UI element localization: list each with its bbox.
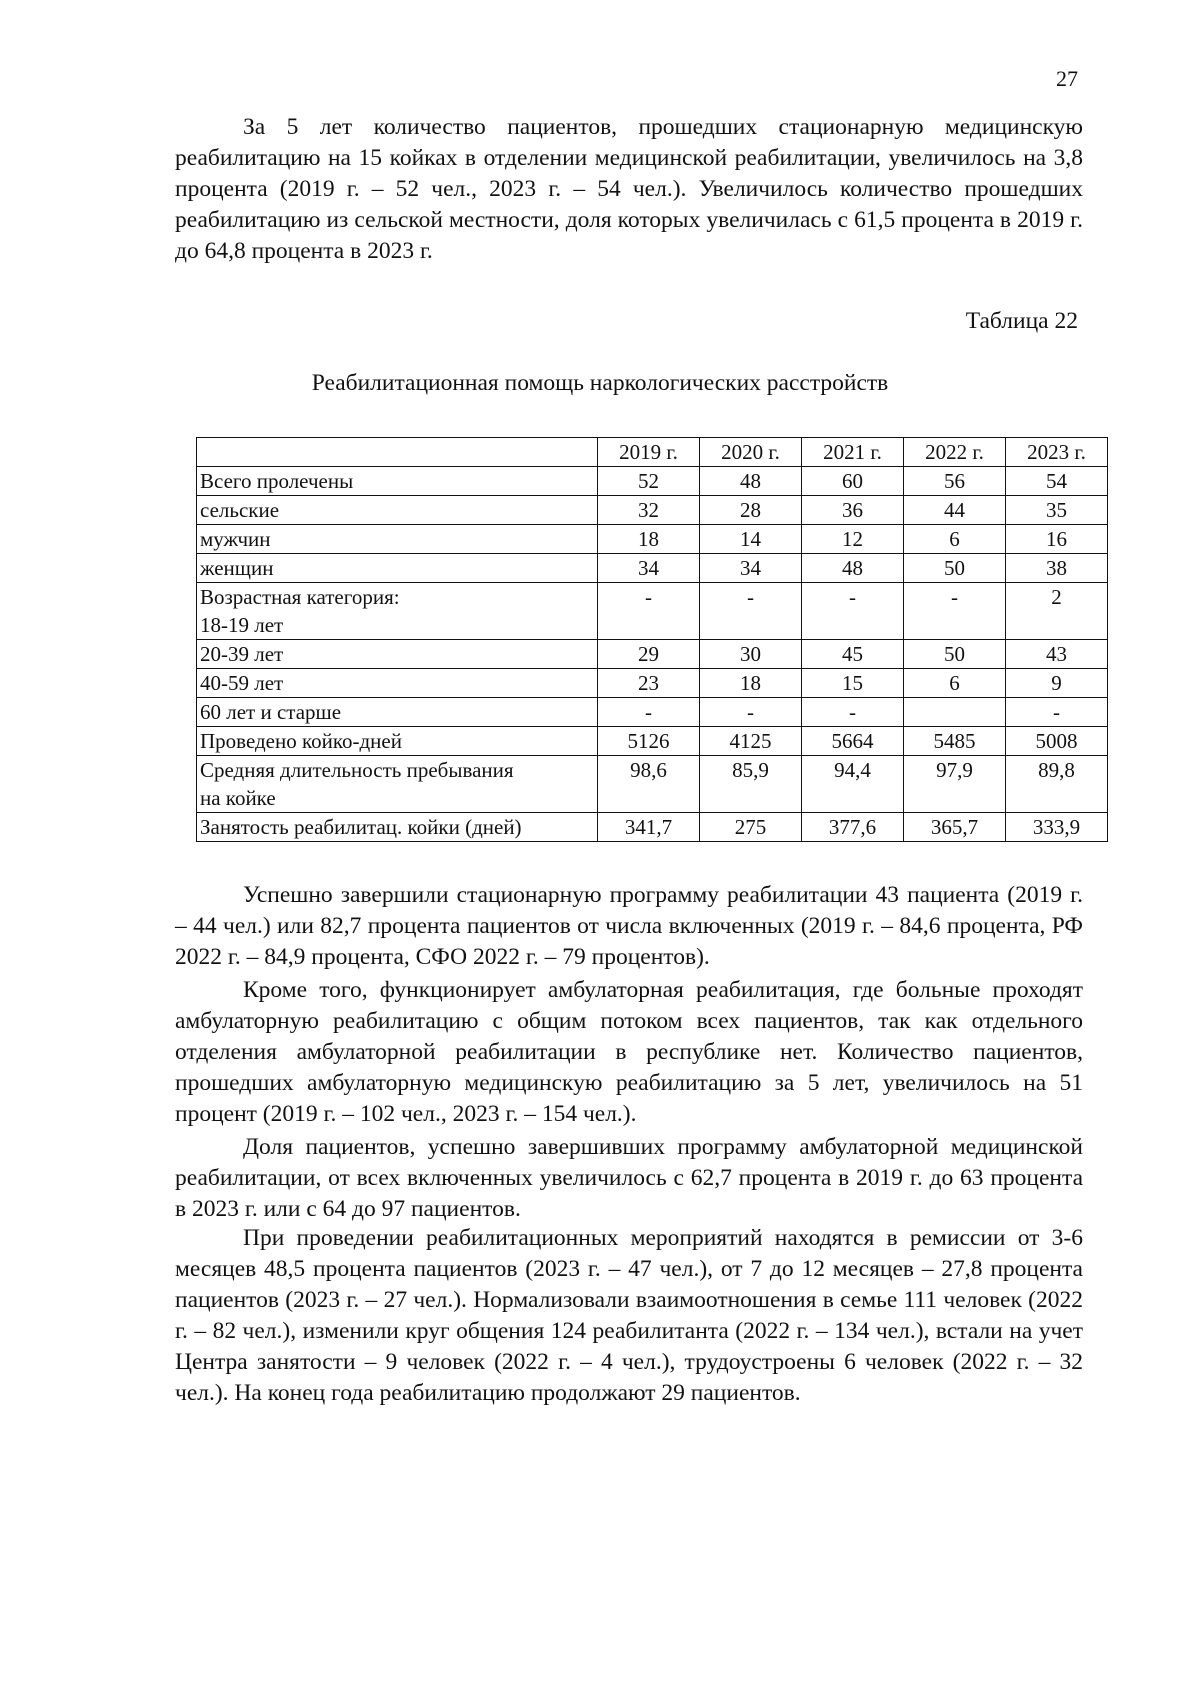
table-cell: 43 (1006, 640, 1108, 669)
table-cell: 377,6 (802, 813, 904, 842)
table-header-row (197, 438, 1108, 467)
table-row (197, 640, 1108, 669)
table-cell: 23 (598, 669, 700, 698)
paragraph-program-completion: Успешно завершили стационарную программу реабилитации 43 пациента (2019 г. – 44 чел.) или 82,7 процента пациентов от числа включенных (2019 г. – 84,6 процента, РФ 2022 г. – 84,9 процента, СФО 2022 г. – 79 процентов). (175, 882, 1083, 970)
table-cell: 48 (700, 467, 802, 496)
table-cell: 35 (1006, 496, 1108, 525)
paragraph-inpatient-rehab: За 5 лет количество пациентов, прошедших стационарную медицинскую реабилитацию на 15 койках в отделении медицинской реабилитации, увеличилось на 3,8 процента (2019 г. – 52 чел., 2023 г. – 54 чел.). Увеличилось количество прошедших реабилитацию из сельской местности, доля которых увеличилась с 61,5 процента в 2019 г. до 64,8 процента в 2023 г. (175, 114, 1083, 264)
table-cell: 4125 (700, 727, 802, 756)
table-cell: - (802, 698, 904, 727)
table-cell: 275 (700, 813, 802, 842)
table-cell: 48 (802, 554, 904, 583)
table-cell: - (802, 583, 904, 640)
table-cell: 44 (904, 496, 1006, 525)
table-cell: 6 (904, 669, 1006, 698)
row-label: Средняя длительность пребывания на койке (197, 756, 598, 813)
table-cell: 32 (598, 496, 700, 525)
table-cell: 52 (598, 467, 700, 496)
table-header-cell (197, 438, 598, 467)
table-cell: 29 (598, 640, 700, 669)
table-cell: 28 (700, 496, 802, 525)
table-cell: - (700, 583, 802, 640)
table-row (197, 554, 1108, 583)
row-label: 20-39 лет (197, 640, 598, 669)
table-cell: 38 (1006, 554, 1108, 583)
table-cell: 98,6 (598, 756, 700, 813)
table-cell: 6 (904, 525, 1006, 554)
table-cell: 16 (1006, 525, 1108, 554)
table-cell: 54 (1006, 467, 1108, 496)
table-cell: 36 (802, 496, 904, 525)
row-label: Занятость реабилитац. койки (дней) (197, 813, 598, 842)
table-cell: 18 (598, 525, 700, 554)
paragraph-outpatient-rehab: Кроме того, функционирует амбулаторная реабилитация, где больные проходят амбулаторную реабилитацию с общим потоком всех пациентов, так как отдельного отделения амбулаторной реабилитации в республике нет. Количество пациентов, прошедших амбулаторную медицинскую реабилитацию за 5 лет, увеличилось на 51 процент (2019 г. – 102 чел., 2023 г. – 154 чел.). (175, 977, 1083, 1127)
paragraph-remission: При проведении реабилитационных мероприятий находятся в ремиссии от 3-6 месяцев 48,5 процента пациентов (2023 г. – 47 чел.), от 7 до 12 месяцев – 27,8 процента пациентов (2023 г. – 27 чел.). Нормализовали взаимоотношения в семье 111 человек (2022 г. – 82 чел.), изменили круг общения 124 реабилитанта (2022 г. – 134 чел.), встали на учет Центра занятости – 9 человек (2022 г. – 4 чел.), трудоустроены 6 человек (2022 г. – 32 чел.). На конец года реабилитацию продолжают 29 пациентов. (175, 1225, 1083, 1406)
table-header-cell: 2019 г. (598, 438, 700, 467)
table-header-cell: 2022 г. (904, 438, 1006, 467)
table-row (197, 583, 1108, 640)
table-cell: 18 (700, 669, 802, 698)
table-header-cell: 2020 г. (700, 438, 802, 467)
row-label: женщин (197, 554, 598, 583)
table-cell (904, 698, 1006, 727)
table-row (197, 698, 1108, 727)
table-cell: 5008 (1006, 727, 1108, 756)
table-cell: 56 (904, 467, 1006, 496)
table-row (197, 467, 1108, 496)
rehab-table (196, 437, 1108, 842)
row-label: 60 лет и старше (197, 698, 598, 727)
table-cell: 50 (904, 554, 1006, 583)
table-cell: - (598, 583, 700, 640)
table-title: Реабилитационная помощь наркологических расстройств (311, 370, 889, 396)
table-cell: 85,9 (700, 756, 802, 813)
row-label: Всего пролечены (197, 467, 598, 496)
table-row (197, 727, 1108, 756)
page-number: 27 (1056, 66, 1078, 91)
table-cell: 30 (700, 640, 802, 669)
row-label: сельские (197, 496, 598, 525)
table-row (197, 756, 1108, 813)
table-row (197, 669, 1108, 698)
table-cell: 97,9 (904, 756, 1006, 813)
table-cell: 341,7 (598, 813, 700, 842)
table-cell: 5485 (904, 727, 1006, 756)
table-label: Таблица 22 (965, 308, 1078, 334)
table-cell: - (700, 698, 802, 727)
row-label: мужчин (197, 525, 598, 554)
table-cell: - (904, 583, 1006, 640)
table-cell: 12 (802, 525, 904, 554)
table-cell: 365,7 (904, 813, 1006, 842)
table-cell: 333,9 (1006, 813, 1108, 842)
table-cell: - (1006, 698, 1108, 727)
table-cell: 14 (700, 525, 802, 554)
table-cell: 5126 (598, 727, 700, 756)
row-label: Проведено койко-дней (197, 727, 598, 756)
table-body (197, 467, 1108, 842)
table-cell: 60 (802, 467, 904, 496)
table-header-cell: 2023 г. (1006, 438, 1108, 467)
row-label: 40-59 лет (197, 669, 598, 698)
table-cell: 9 (1006, 669, 1108, 698)
table-cell: 34 (700, 554, 802, 583)
table-row (197, 496, 1108, 525)
table-row (197, 813, 1108, 842)
table-cell: 2 (1006, 583, 1108, 640)
table-header-cell: 2021 г. (802, 438, 904, 467)
table-cell: 15 (802, 669, 904, 698)
table-cell: - (598, 698, 700, 727)
table-cell: 89,8 (1006, 756, 1108, 813)
table-cell: 34 (598, 554, 700, 583)
table-cell: 94,4 (802, 756, 904, 813)
paragraph-outpatient-share: Доля пациентов, успешно завершивших программу амбулаторной медицинской реабилитации, от всех включенных увеличилось с 62,7 процента в 2019 г. до 63 процента в 2023 г. или с 64 до 97 пациентов. (175, 1134, 1083, 1222)
row-label: Возрастная категория: 18-19 лет (197, 583, 598, 640)
table-cell: 50 (904, 640, 1006, 669)
table-cell: 45 (802, 640, 904, 669)
table-cell: 5664 (802, 727, 904, 756)
table-row (197, 525, 1108, 554)
